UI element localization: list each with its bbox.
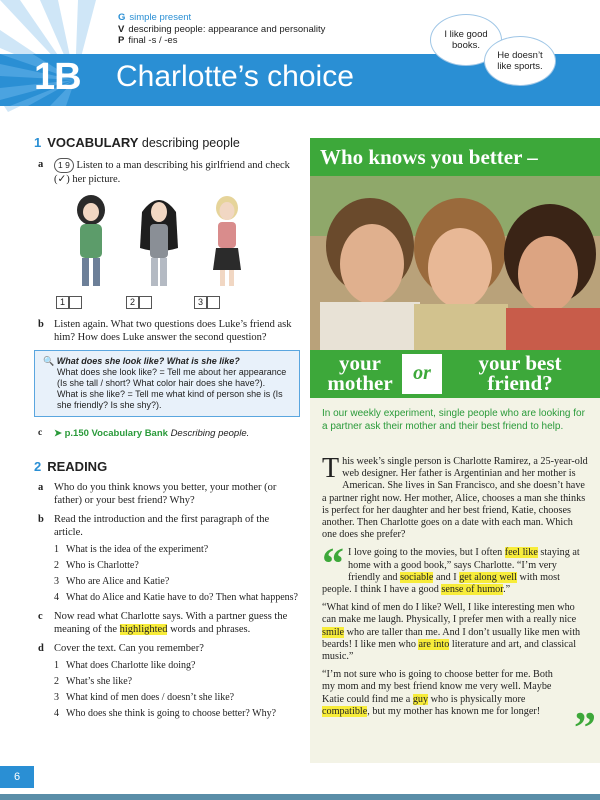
article-body bbox=[322, 453, 588, 724]
list-item: 1 What does Charlotte like doing? bbox=[54, 660, 196, 671]
article-panel bbox=[310, 138, 600, 763]
quote-open-icon: “ bbox=[322, 539, 344, 589]
list-item: 4 What do Alice and Katie have to do? Then what happens? bbox=[54, 592, 298, 603]
vocabulary-heading: 1 VOCABULARY describing people bbox=[34, 135, 240, 150]
paragraph-1: This week’s single person is Charlotte Ramirez, a 25-year-old web designer. Her father is Argentinian and her mother is American. She lives in San Francisco, and she doesn’t have a partner right now. Her mother, Alice, chooses a man she thinks is perfect for her daughter and her best friend, Katie, chooses another. Then Charlotte goes on a date with each man. Which one does she prefer? bbox=[322, 453, 588, 541]
footer-line bbox=[0, 794, 600, 800]
exercise-1c: c ➤ p.150 Vocabulary Bank Describing people. bbox=[38, 428, 250, 439]
list-item: 2 Who is Charlotte? bbox=[54, 560, 139, 571]
mother-or-friend-strip: your mother or your best friend? bbox=[310, 350, 600, 398]
list-item: 3 Who are Alice and Katie? bbox=[54, 576, 170, 587]
unit-objectives: G simple present V describing people: appearance and personality P final -s / -es bbox=[118, 12, 326, 46]
list-item: 3 What kind of men does / doesn’t she like? bbox=[54, 692, 235, 703]
answer-box-3[interactable]: 3 bbox=[194, 296, 220, 309]
answer-box-1[interactable]: 1 bbox=[56, 296, 82, 309]
vocabulary-bank-link[interactable]: p.150 Vocabulary Bank bbox=[64, 428, 168, 439]
arrow-icon: ➤ bbox=[54, 428, 62, 439]
three-women-photo bbox=[310, 176, 600, 350]
woman-picture-1 bbox=[64, 192, 118, 292]
woman-picture-3 bbox=[200, 192, 254, 292]
list-item: 4 Who does she think is going to choose better? Why? bbox=[54, 708, 277, 719]
article-intro: In our weekly experiment, single people who are looking for a partner ask their mother and their best friend to help. bbox=[322, 408, 585, 432]
woman-picture-2 bbox=[132, 192, 186, 292]
exercise-2d: d Cover the text. Can you remember? 1 What does Charlotte like doing? 2 What’s she like? 3 What kind of men does / doesn’t she like? 4 Who does she think is going to choose better? Why? bbox=[38, 642, 300, 720]
quote-paragraph-1: “ I love going to the movies, but I often feel like staying at home with a good book,” says Charlotte. “I’m very friendly and sociable and I get along well with most people. I think I have a good sense of humor.” bbox=[322, 539, 580, 596]
exercise-1b: b Listen again. What two questions does Luke’s friend ask him? How does Luke answer the second question? bbox=[38, 319, 292, 343]
unit-header bbox=[0, 0, 600, 112]
unit-number: 1B bbox=[34, 56, 81, 98]
article-title-bar bbox=[310, 138, 600, 176]
list-item: 1 What is the idea of the experiment? bbox=[54, 544, 209, 555]
quote-paragraph-3: “I’m not sure who is going to choose better for me. Both my mom and my best friend know me very well. Maybe Katie could find me a guy who is physically more compatible, but my mother has known me for longer! bbox=[322, 669, 553, 717]
exercise-1a: a 1 9 Listen to a man describing his girlfriend and check (✓) her picture. bbox=[38, 159, 290, 185]
speech-bubble-books: I like good books. bbox=[430, 14, 502, 66]
audio-icon[interactable]: 1 9 bbox=[54, 158, 74, 173]
unit-title: Charlotte’s choice bbox=[116, 60, 354, 93]
left-column bbox=[34, 135, 300, 726]
quote-close-icon: ” bbox=[574, 703, 596, 752]
picture-choices bbox=[54, 192, 300, 310]
language-tip-box: 🔍 What does she look like? What is she like? What does she look like? = Tell me about her appearance (Is she tall / short? What color hair does she have?). What is she like? = Tell me what kind of person she is (Is she friendly? Is she shy?). bbox=[34, 350, 300, 417]
reading-heading: 2 READING bbox=[34, 459, 108, 474]
speech-bubble-sports: He doesn’t like sports. bbox=[484, 36, 556, 86]
exercise-2c: c Now read what Charlotte says. With a partner guess the meaning of the highlighted words and phrases. bbox=[38, 611, 288, 635]
page-number: 6 bbox=[0, 766, 34, 788]
article-title: Who knows you better – bbox=[320, 145, 538, 169]
quote-paragraph-2: “What kind of men do I like? Well, I like interesting men who can make me laugh. Physically, I prefer men with a really nice smile who are taller than me. And I don’t usually like men with beards! I like men who are into literature and art, and classical music.” bbox=[322, 602, 581, 663]
magnifier-icon: 🔍 bbox=[43, 356, 55, 366]
answer-box-2[interactable]: 2 bbox=[126, 296, 152, 309]
exercise-2a: a Who do you think knows you better, your mother (or father) or your best friend? Why? bbox=[38, 482, 277, 506]
list-item: 2 What’s she like? bbox=[54, 676, 133, 687]
exercise-2b: b Read the introduction and the first paragraph of the article. 1 What is the idea of the experiment? 2 Who is Charlotte? 3 Who are Alice and Katie? 4 What do Alice and Katie have to do? Then what happens? bbox=[38, 513, 300, 604]
